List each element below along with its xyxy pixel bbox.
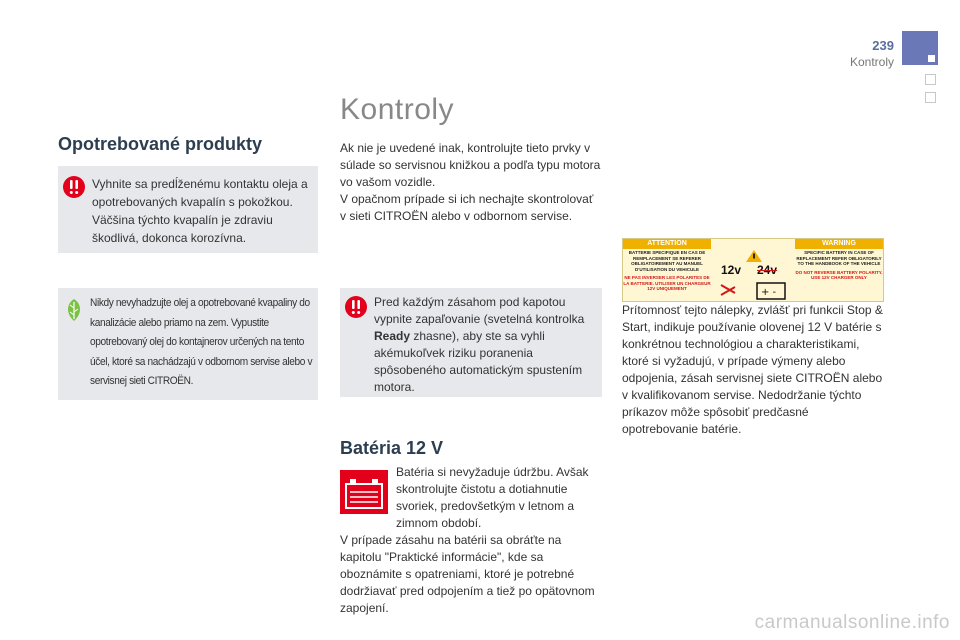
tab-box-2 xyxy=(925,92,936,103)
caution-triangle-icon xyxy=(746,250,762,262)
battery-text: Batéria si nevyžaduje údržbu. Avšak skontrolujte čistotu a dotiahnutie svoriek, predovšetkým v letnom a zimnom období. xyxy=(396,465,589,530)
eco-box-disposal xyxy=(58,288,318,400)
warning-box-fluids xyxy=(58,166,318,253)
label-24v: 24v xyxy=(757,263,778,277)
section-title-battery: Batéria 12 V xyxy=(340,438,444,458)
section-title-used-products: Opotrebované produkty xyxy=(58,134,263,154)
intro-text: Ak nie je uvedené inak, kontrolujte tieto prvky v súlade so servisnou knižkou a podľa typu motora vo vašom vozidle. V opačnom prípade si ich nechajte skontrolovať v sieti CITROËN alebo v odbornom servise. xyxy=(340,141,601,223)
label-warning-header: WARNING xyxy=(795,239,883,249)
jumper-battery-icon xyxy=(719,279,789,301)
label-description-text: Prítomnosť tejto nálepky, zvlášť pri funkcii Stop & Start, indikuje používanie olovenej 12 V batérie s konkrétnou technológiou a charakteristikami, ktoré si vyžadujú, v prípade výmeny alebo odpojenia, zásah servisnej siete CITROËN alebo v kvalifikovanom servise. Nedodržanie týchto príkazov môže spôsobiť predčasné opotrebovanie batérie. xyxy=(622,303,883,436)
warning-box-ignition xyxy=(340,288,602,397)
label-en-line-1: SPECIFIC BATTERY IN CASE OF REPLACEMENT REFER OBLIGATORILY TO THE HANDBOOK OF THE VEHICLE xyxy=(796,250,882,266)
page-section-label: Kontroly xyxy=(849,55,894,69)
label-fr-column xyxy=(623,250,711,292)
label-fr-line-2: NE PAS INVERSER LES POLARITES DE LA BATTERIE. UTILISER UN CHARGEUR 12V UNIQUEMENT xyxy=(623,275,711,291)
warning-exclamation-icon xyxy=(62,175,86,199)
label-en-column xyxy=(795,250,883,281)
watermark: carmanualsonline.info xyxy=(754,612,950,633)
battery-icon xyxy=(340,470,388,514)
ready-indicator-label: Ready xyxy=(374,329,411,343)
leaf-eco-icon xyxy=(62,298,86,322)
label-pictograms xyxy=(715,249,793,303)
warning-text-fluids: Vyhnite sa predĺženému kontaktu oleja a opotrebovaných kvapalín s pokožkou. Väčšina týchto kvapalín je zdraviu škodlivá, dokonca korozívna. xyxy=(92,177,308,245)
label-fr-line-1: BATTERIE SPECIFIQUE EN CAS DE REMPLACEMENT SE REFERER OBLIGATOIREMENT AU MANUEL D'UTILISATION DU VEHICULE xyxy=(628,250,706,272)
warning-exclamation-icon xyxy=(344,295,368,319)
chapter-tab xyxy=(902,31,938,65)
label-12v: 12v xyxy=(721,263,742,277)
chapter-title: Kontroly xyxy=(340,93,455,126)
warning-text-ignition: Pred každým zásahom pod kapotou vypnite zapaľovanie (svetelná kontrolka Ready zhasne), aby ste sa vyhli akémukoľvek riziku poranenia spôsobeného automatickým spustením motora. xyxy=(374,295,585,394)
tab-box-1 xyxy=(925,74,936,85)
eco-text-disposal: Nikdy nevyhadzujte olej a opotrebované kvapaliny do kanalizácie alebo priamo na zem. Vypustite opotrebovaný olej do kontajnerov určených na tento účel, ktoré sa nachádzajú v odbornom servise alebo v servisnej sieti CITROËN. xyxy=(90,297,313,387)
page-number: 239 xyxy=(872,38,894,53)
label-attention-header: ATTENTION xyxy=(623,239,711,249)
svg-text:+ -: + - xyxy=(761,287,777,298)
battery-text-2: V prípade zásahu na batérii sa obráťte na kapitolu "Praktické informácie", kde sa oboznámite s opatreniami, ktoré je potrebné dodržiavať pred odpojením a tiež po opätovnom zapojení. xyxy=(340,533,595,615)
label-en-line-2: DO NOT REVERSE BATTERY POLARITY. USE 12V CHARGER ONLY xyxy=(795,269,883,280)
battery-warning-label xyxy=(622,238,884,302)
